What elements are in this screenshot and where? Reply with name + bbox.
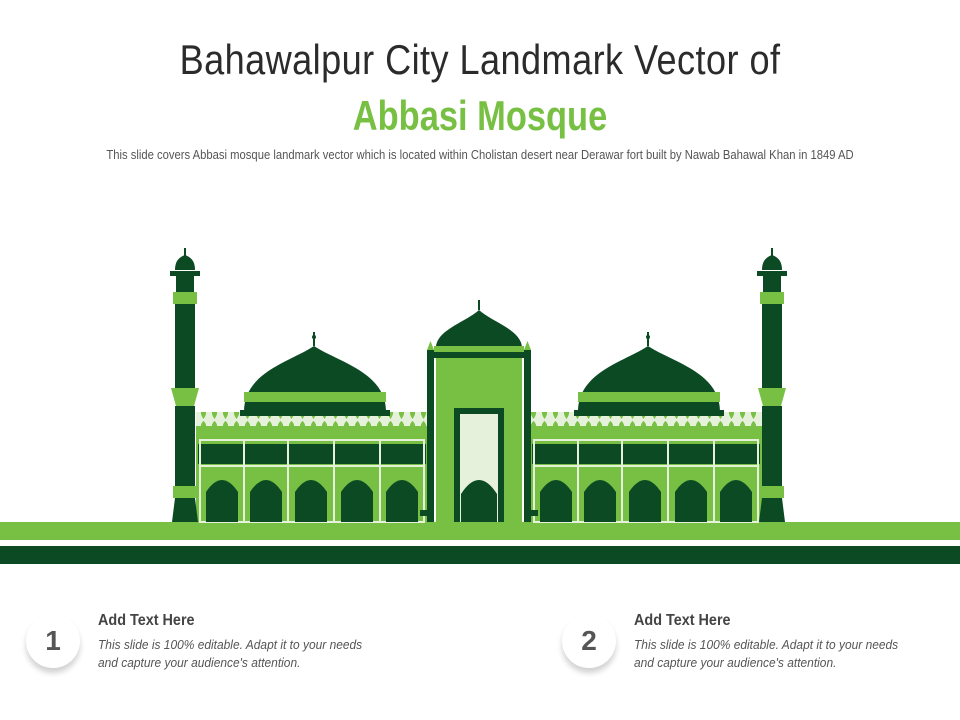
ground-light-band bbox=[0, 522, 960, 540]
central-gateway bbox=[420, 300, 538, 522]
left-wing bbox=[196, 332, 428, 522]
number-badge: 1 bbox=[26, 614, 80, 668]
left-minaret bbox=[170, 248, 200, 522]
right-wing bbox=[530, 332, 762, 522]
number-badge: 2 bbox=[562, 614, 616, 668]
info-card-1 bbox=[26, 610, 386, 680]
card-body: This slide is 100% editable. Adapt it to your needs and capture your audience's attention. bbox=[634, 637, 899, 670]
card-title: Add Text Here bbox=[634, 612, 731, 629]
slide-subtitle: This slide covers Abbasi mosque landmark vector which is located within Cholistan desert near Derawar fort built by Nawab Bahawal Khan in 1849 AD bbox=[106, 148, 854, 162]
left-dome bbox=[240, 332, 390, 416]
right-dome bbox=[574, 332, 724, 416]
slide-title-highlight: Abbasi Mosque bbox=[352, 92, 608, 139]
abbasi-mosque-illustration bbox=[0, 230, 960, 570]
ground-dark-band bbox=[0, 546, 960, 564]
info-card-2 bbox=[562, 610, 922, 680]
slide-title: Bahawalpur City Landmark Vector of bbox=[179, 36, 781, 83]
card-body: This slide is 100% editable. Adapt it to your needs and capture your audience's attention. bbox=[98, 637, 363, 670]
card-title: Add Text Here bbox=[98, 612, 195, 629]
